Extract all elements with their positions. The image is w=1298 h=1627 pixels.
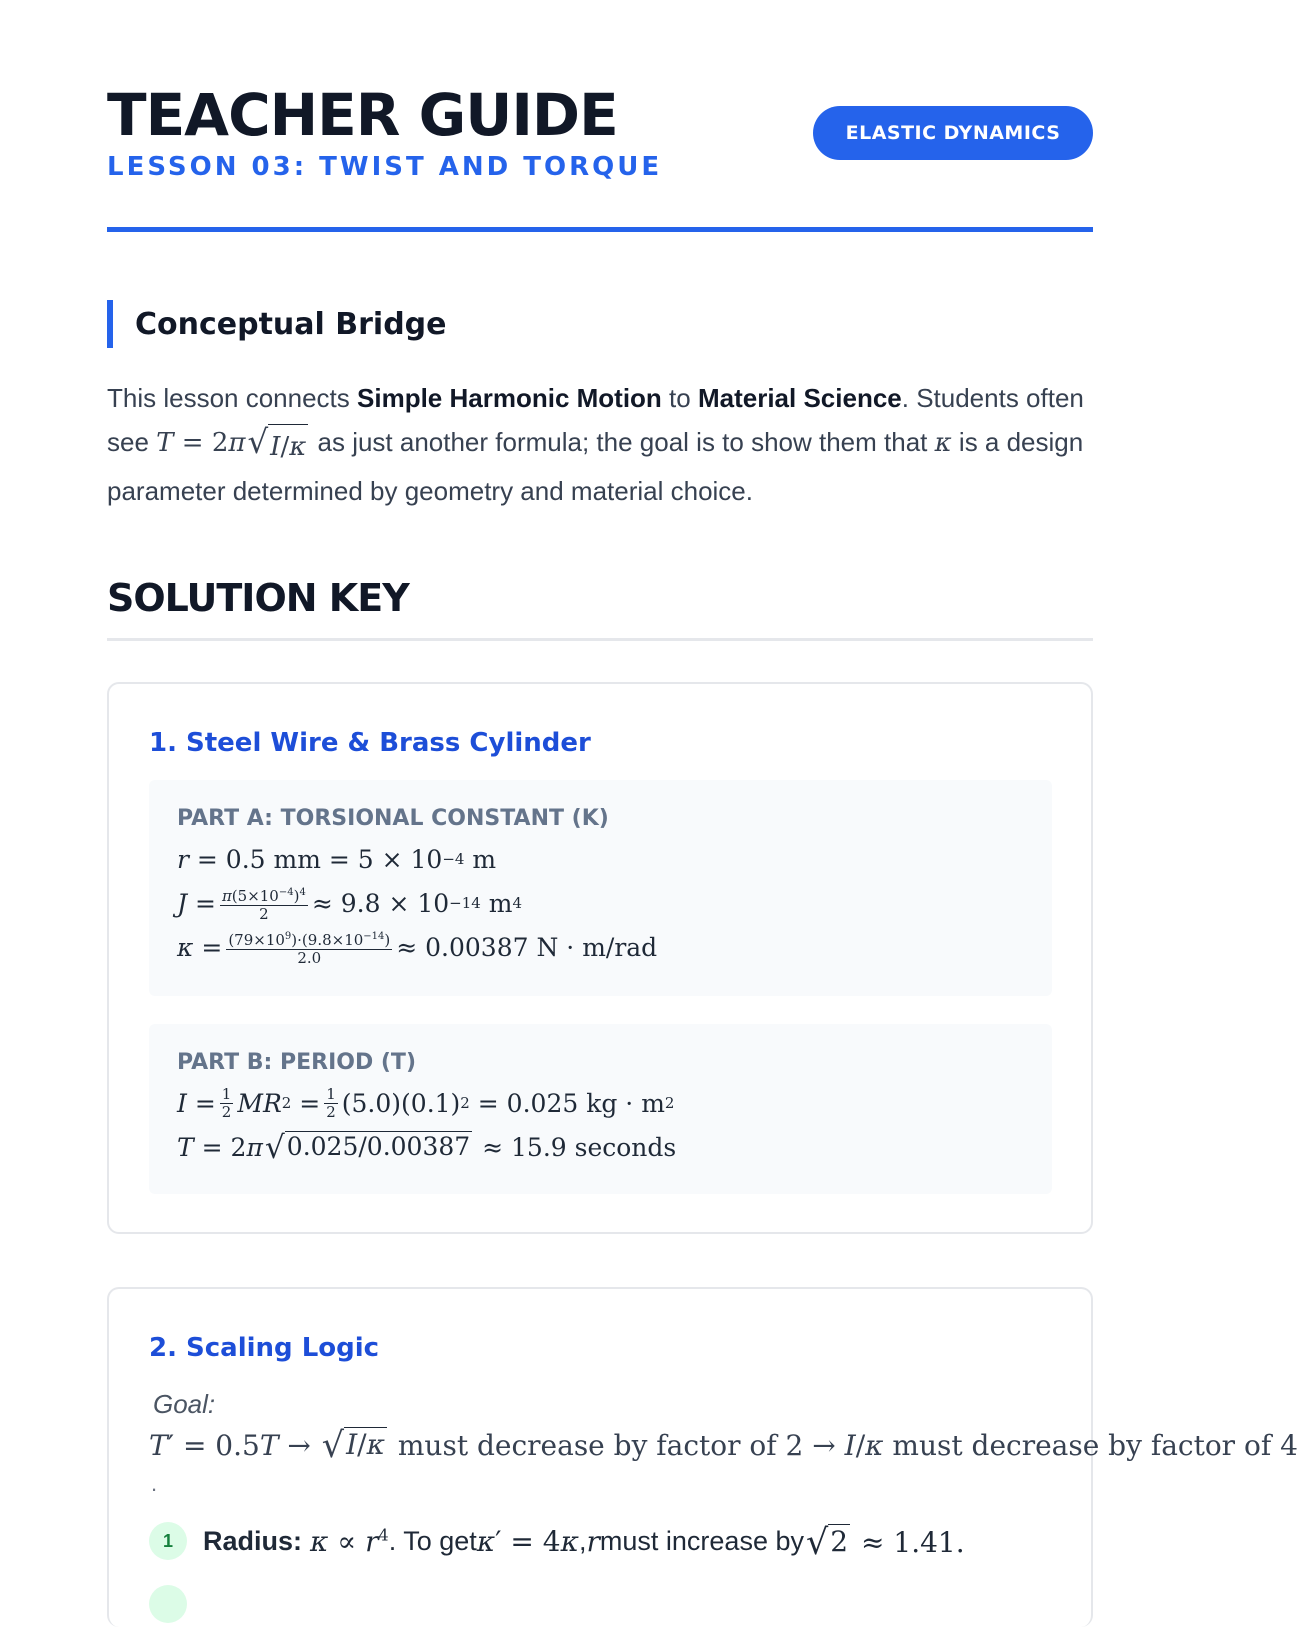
problem-1-title: 1. Steel Wire & Brass Cylinder (149, 728, 591, 758)
step-2-number (149, 1585, 187, 1623)
conceptual-bridge-heading: Conceptual Bridge (107, 300, 447, 348)
bridge-text-2: to (661, 383, 698, 413)
bridge-text-5: is a design parameter determined by geometry and material choice. (107, 427, 1084, 506)
radius-symbol: r (586, 1524, 600, 1558)
inertia-equation: I = $\frac{1}{2}$ MR 2 = $\frac{1}{2}$ (5.0)(0.1) 2 = 0.025 kg · m 2 (177, 1084, 675, 1121)
kappa-symbol: κ (934, 428, 952, 458)
step-1-text-1: . To get (388, 1525, 477, 1556)
seconds-unit: seconds (574, 1132, 677, 1162)
goal-equation: T′ = 0.5T → √ I/κ must decrease by factor of 2 → I/κ must decrease by factor of 4 (149, 1426, 1298, 1466)
bridge-bold-shm: Simple Harmonic Motion (357, 383, 662, 413)
goal-text-1: must decrease by factor of 2 (388, 1429, 813, 1462)
step-1-text-3: must increase by (599, 1525, 804, 1556)
bridge-text-4: as just another formula; the goal is to show them that (310, 427, 935, 457)
step-1-label: Radius: (203, 1525, 303, 1556)
goal-text-2: must decrease by factor of 4 (883, 1429, 1298, 1462)
conceptual-bridge-text (107, 376, 1097, 513)
polar-moment-equation: J = $\frac{\pi(5\times 10^{-4})^4}{2}$ ≈ 9.8 × 10 −14 m 4 (177, 881, 1024, 925)
bridge-bold-material: Material Science (697, 383, 902, 413)
period-formula: T = 2π √ I/κ (156, 428, 310, 458)
kappa-equation: κ = $\frac{(79\times 10^9)\cdot(9.8\times 10^{-14})}{2.0}$ ≈ 0.00387 N · m/rad (177, 925, 1024, 969)
step-1-number: 1 (149, 1522, 187, 1560)
solution-divider (107, 638, 1093, 641)
bridge-text-1: This lesson connects (107, 383, 358, 413)
bridge-text-3: . Students often see (107, 383, 1084, 457)
radius-equation: r = 0.5 mm = 5 × 10 −4 m (177, 844, 497, 874)
solution-key-title: SOLUTION KEY (107, 576, 409, 620)
problem-2-title: 2. Scaling Logic (149, 1333, 380, 1363)
kappa-prime: κ′ = 4κ (476, 1524, 579, 1558)
goal-period-mark: . (151, 1471, 158, 1496)
goal-label: Goal: (153, 1389, 216, 1419)
part-b-label: PART B: PERIOD (T) (177, 1050, 416, 1075)
problem-card-1 (107, 682, 1093, 1234)
step-1 (149, 1519, 965, 1563)
problem-card-2 (107, 1287, 1298, 1627)
part-a-label: PART A: TORSIONAL CONSTANT (K) (177, 806, 609, 831)
step-1-text-2: , (578, 1525, 587, 1556)
kappa-proportional: $\kappa \propto r^4$ (310, 1524, 389, 1558)
part-a-box (149, 780, 1052, 996)
part-b-box (149, 1024, 1052, 1194)
header-divider (107, 227, 1093, 232)
topic-badge: ELASTIC DYNAMICS (813, 106, 1093, 160)
guide-header (107, 81, 1093, 234)
period-equation: T = 2 π √ 0.025/0.00387 ≈ 15.9 seconds (177, 1130, 677, 1167)
lesson-subtitle: LESSON 03: TWIST AND TORQUE (107, 152, 663, 182)
page-title: TEACHER GUIDE (107, 81, 618, 149)
sqrt-two: √ 2 ≈ 1.41. (805, 1522, 965, 1563)
